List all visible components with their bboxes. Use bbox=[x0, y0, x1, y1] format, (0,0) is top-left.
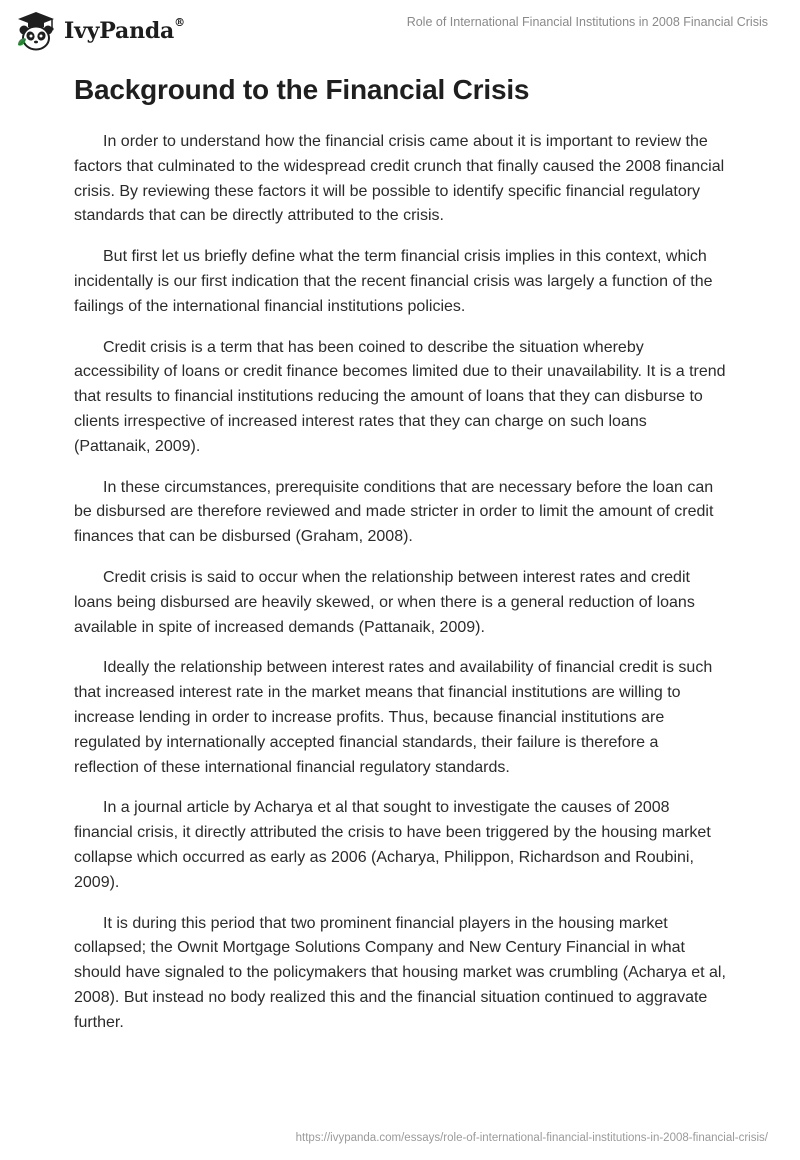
brand-text: IvyPanda bbox=[64, 18, 175, 44]
registered-mark: ® bbox=[174, 16, 185, 29]
paragraph: In a journal article by Acharya et al that sought to investigate the causes of 2008 financial crisis, it directly attributed the crisis to have been triggered by the housing market collapse which occurred as early as 2006 (Acharya, Philippon, Richardson and Roubini, 2009). bbox=[74, 799, 711, 891]
paragraph: But first let us briefly define what the term financial crisis implies in this context, which incidentally is our first indication that the recent financial crisis was largely a function of the failings of the international financial institutions policies. bbox=[74, 248, 713, 315]
brand-name bbox=[64, 18, 185, 44]
paragraph: In these circumstances, prerequisite conditions that are necessary before the loan can be disbursed are therefore reviewed and made stricter in order to limit the amount of credit finances that can be disbursed (Graham, 2008). bbox=[74, 478, 714, 546]
paragraph: Credit crisis is a term that has been coined to describe the situation whereby accessibility of loans or credit finance becomes limited due to their unavailability. It is a trend that results to financial institutions reducing the amount of loans that they can disburse to clients irrespective of increased interest rates that they can charge on such loans (Pattanaik, 2009). bbox=[74, 338, 726, 455]
panda-mascot-icon bbox=[14, 9, 58, 53]
page-header bbox=[0, 0, 800, 64]
source-url[interactable]: https://ivypanda.com/essays/role-of-international-financial-institutions-in-2008-financial-crisis/ bbox=[295, 1132, 768, 1144]
paragraph: It is during this period that two prominent financial players in the housing market collapsed; the Ownit Mortgage Solutions Company and New Century Financial in what should have signaled to the policymakers that housing market was crumbling (Acharya et al, 2008). But instead no body realized this and the financial situation continued to aggravate further. bbox=[74, 914, 726, 1031]
paragraph: Ideally the relationship between interest rates and availability of financial credit is such that increased interest rate in the market means that financial institutions are willing to increase lending in order to increase profits. Thus, because financial institutions are regulated by internationally accepted financial standards, their failure is therefore a reflection of these international financial regulatory standards. bbox=[74, 659, 713, 776]
running-title: Role of International Financial Institutions in 2008 Financial Crisis bbox=[406, 15, 768, 29]
ivypanda-logo[interactable] bbox=[14, 9, 185, 53]
paragraph: Credit crisis is said to occur when the relationship between interest rates and credit loans being disbursed are heavily skewed, or when there is a general reduction of loans available in spite of increased demands (Pattanaik, 2009). bbox=[74, 568, 695, 636]
section-heading: Background to the Financial Crisis bbox=[74, 74, 530, 105]
article-body bbox=[74, 130, 726, 1052]
paragraph: In order to understand how the financial crisis came about it is important to review the factors that culminated to the widespread credit crunch that finally caused the 2008 financial crisis. By reviewing these factors it will be possible to identify specific financial regulatory standards that can be directly attributed to the crisis. bbox=[74, 133, 725, 225]
